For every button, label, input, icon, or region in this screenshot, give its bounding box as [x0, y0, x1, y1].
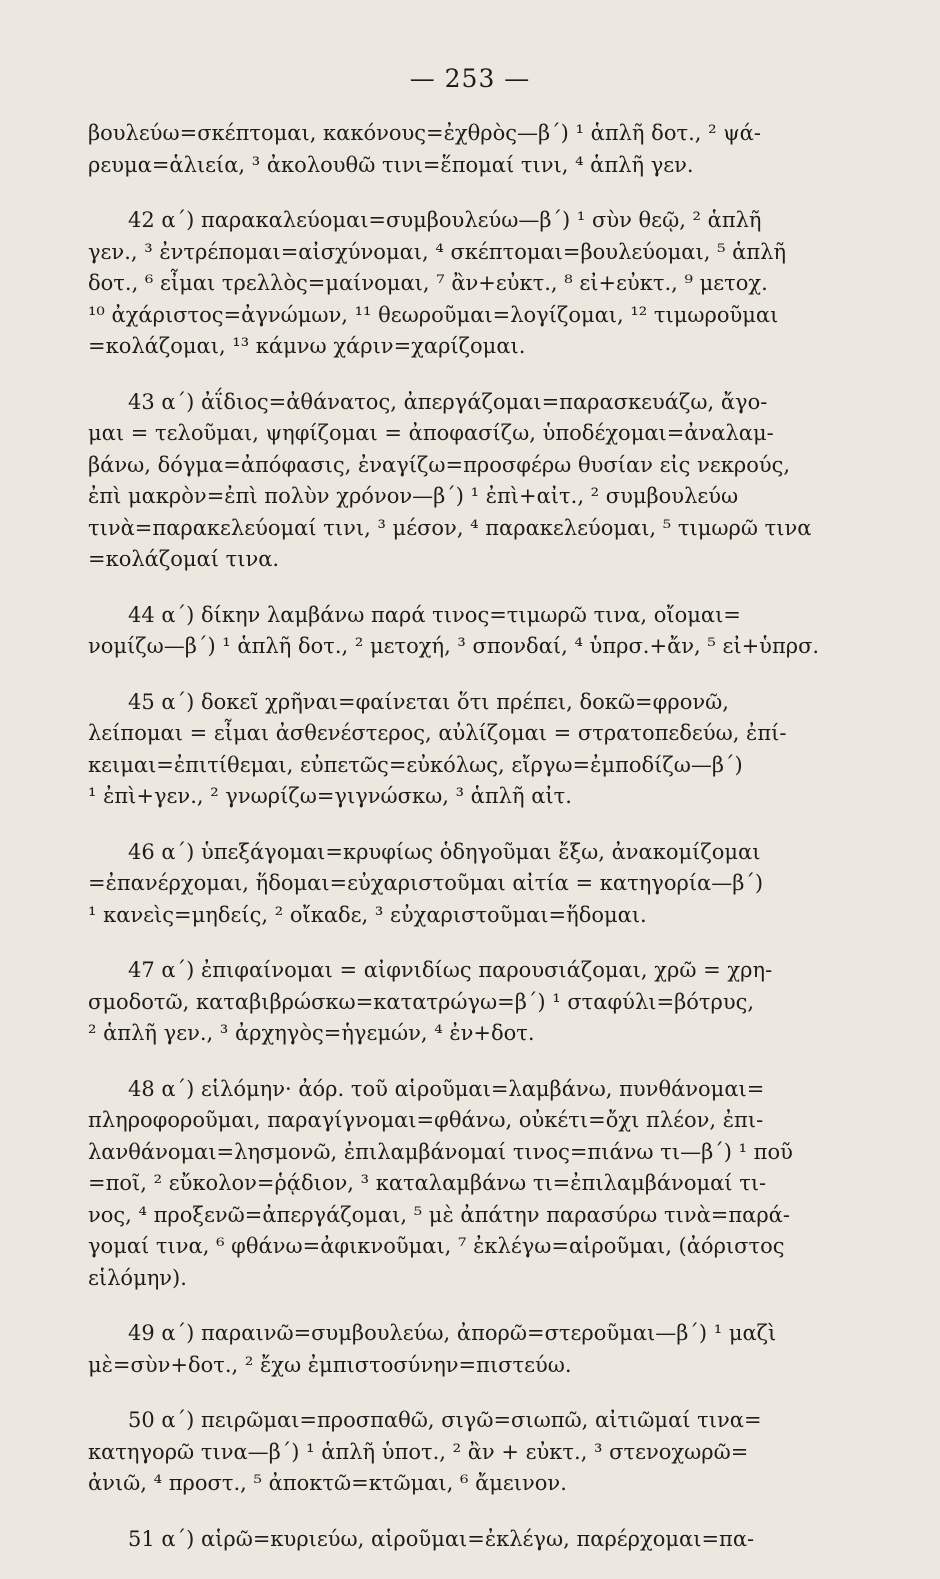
text-line: =ποῖ, ² εὔκολον=ῥᾴδιον, ³ καταλαμβάνω τι=ἐπιλαμβάνομαί τι-: [88, 1171, 767, 1195]
text-line: νομίζω—β΄) ¹ ἁπλῆ δοτ., ² μετοχή, ³ σπονδαί, ⁴ ὑπρσ.+ἄν, ⁵ εἰ+ὑπρσ.: [88, 634, 820, 658]
text-line: 50 α΄) πειρῶμαι=προσπαθῶ, σιγῶ=σιωπῶ, αἰτιῶμαί τινα=: [128, 1408, 762, 1432]
paragraph: [88, 1405, 836, 1500]
paragraph: [88, 1318, 836, 1381]
text-line: τινὰ=παρακελεύομαί τινι, ³ μέσον, ⁴ παρακελεύομαι, ⁵ τιμωρῶ τινα: [88, 515, 812, 540]
text-line: 43 α΄) ἀΐδιος=ἀθάνατος, ἀπεργάζομαι=παρασκευάζω, ἄγο-: [128, 389, 768, 414]
text-line: ² ἁπλῆ γεν., ³ ἀρχηγὸς=ἡγεμών, ⁴ ἐν+δοτ.: [88, 1021, 535, 1045]
text-line: ρευμα=ἁλιεία, ³ ἀκολουθῶ τινι=ἕπομαί τινι, ⁴ ἁπλῆ γεν.: [88, 152, 694, 177]
paragraph: [88, 687, 836, 813]
text-line: 45 α΄) δοκεῖ χρῆναι=φαίνεται ὅτι πρέπει, δοκῶ=φρονῶ,: [128, 689, 729, 714]
page-body: [88, 118, 836, 1579]
text-line: 44 α΄) δίκην λαμβάνω παρά τινος=τιμωρῶ τινα, οἴομαι=: [128, 602, 741, 627]
text-line: ¹ κανεὶς=μηδείς, ² οἴκαδε, ³ εὐχαριστοῦμαι=ἥδομαι.: [88, 902, 647, 927]
text-line: λανθάνομαι=λησμονῶ, ἐπιλαμβάνομαί τινος=πιάνω τι—β΄) ¹ ποῦ: [88, 1139, 793, 1164]
text-line: γομαί τινα, ⁶ φθάνω=ἀφικνοῦμαι, ⁷ ἐκλέγω=αἱροῦμαι, (ἀόριστος: [88, 1234, 785, 1258]
text-line: =κολάζομαι, ¹³ κάμνω χάριν=χαρίζομαι.: [88, 334, 526, 358]
text-line: 48 α΄) εἱλόμην· ἀόρ. τοῦ αἱροῦμαι=λαμβάνω, πυνθάνομαι=: [128, 1076, 765, 1101]
text-line: 42 α΄) παρακαλεύομαι=συμβουλεύω—β΄) ¹ σὺν θεῷ, ² ἁπλῆ: [128, 208, 762, 232]
text-line: γεν., ³ ἐντρέπομαι=αἰσχύνομαι, ⁴ σκέπτομαι=βουλεύομαι, ⁵ ἁπλῆ: [88, 239, 787, 264]
paragraph: [88, 600, 836, 663]
text-line: κειμαι=ἐπιτίθεμαι, εὐπετῶς=εὐκόλως, εἴργω=ἐμποδίζω—β΄): [88, 752, 743, 777]
text-line: μὲ=σὺν+δοτ., ² ἔχω ἐμπιστοσύνην=πιστεύω.: [88, 1352, 572, 1377]
text-line: ¹ ἐπὶ+γεν., ² γνωρίζω=γιγνώσκω, ³ ἁπλῆ αἰτ.: [88, 784, 572, 808]
text-line: 51 α΄) αἱρῶ=κυριεύω, αἱροῦμαι=ἐκλέγω, παρέρχομαι=πα-: [128, 1526, 755, 1551]
text-line: 49 α΄) παραινῶ=συμβουλεύω, ἀπορῶ=στεροῦμαι—β΄) ¹ μαζὶ: [128, 1321, 777, 1345]
text-line: βάνω, δόγμα=ἀπόφασις, ἐναγίζω=προσφέρω θυσίαν εἰς νεκρούς,: [88, 452, 791, 477]
text-line: =κολάζομαί τινα.: [88, 547, 280, 571]
paragraph: [88, 837, 836, 932]
text-line: νος, ⁴ προξενῶ=ἀπεργάζομαι, ⁵ μὲ ἀπάτην παρασύρω τινὰ=παρά-: [88, 1202, 790, 1227]
text-line: πληροφοροῦμαι, παραγίγνομαι=φθάνω, οὐκέτι=ὄχι πλέον, ἐπι-: [88, 1108, 764, 1132]
text-line: ¹⁰ ἀχάριστος=ἀγνώμων, ¹¹ θεωροῦμαι=λογίζομαι, ¹² τιμωροῦμαι: [88, 302, 779, 327]
text-line: μαι = τελοῦμαι, ψηφίζομαι = ἀποφασίζω, ὑποδέχομαι=ἀναλαμ-: [88, 421, 774, 445]
text-line: ἀνιῶ, ⁴ προστ., ⁵ ἀποκτῶ=κτῶμαι, ⁶ ἄμεινον.: [88, 1471, 567, 1495]
text-line: δοτ., ⁶ εἶμαι τρελλὸς=μαίνομαι, ⁷ ἂν+εὐκτ., ⁸ εἰ+εὐκτ., ⁹ μετοχ.: [88, 271, 768, 295]
text-line: λείπομαι = εἶμαι ἀσθενέστερος, αὐλίζομαι = στρατοπεδεύω, ἐπί-: [88, 721, 787, 745]
text-line: εἱλόμην).: [88, 1265, 187, 1290]
text-line: κατηγορῶ τινα—β΄) ¹ ἁπλῆ ὑποτ., ² ἂν + εὐκτ., ³ στενοχωρῶ=: [88, 1439, 749, 1464]
paragraph: [88, 387, 836, 576]
text-line: βουλεύω=σκέπτομαι, κακόνους=ἐχθρὸς—β΄) ¹ ἁπλῆ δοτ., ² ψά-: [88, 121, 761, 145]
paragraph: [88, 1524, 836, 1556]
text-line: 47 α΄) ἐπιφαίνομαι = αἰφνιδίως παρουσιάζομαι, χρῶ = χρη-: [128, 958, 773, 982]
paragraph: [88, 955, 836, 1050]
paragraph: [88, 205, 836, 363]
text-line: σμοδοτῶ, καταβιβρώσκω=κατατρώγω=β΄) ¹ σταφύλι=βότρυς,: [88, 989, 755, 1014]
text-line: =ἐπανέρχομαι, ἥδομαι=εὐχαριστοῦμαι αἰτία = κατηγορία—β΄): [88, 871, 764, 895]
text-line: 46 α΄) ὑπεξάγομαι=κρυφίως ὁδηγοῦμαι ἔξω, ἀνακομίζομαι: [128, 839, 761, 864]
paragraph: [88, 1074, 836, 1295]
page-number: — 253 —: [409, 64, 531, 93]
text-line: ἐπὶ μακρὸν=ἐπὶ πολὺν χρόνον—β΄) ¹ ἐπὶ+αἰτ., ² συμβουλεύω: [88, 484, 739, 508]
paragraph: [88, 118, 836, 181]
